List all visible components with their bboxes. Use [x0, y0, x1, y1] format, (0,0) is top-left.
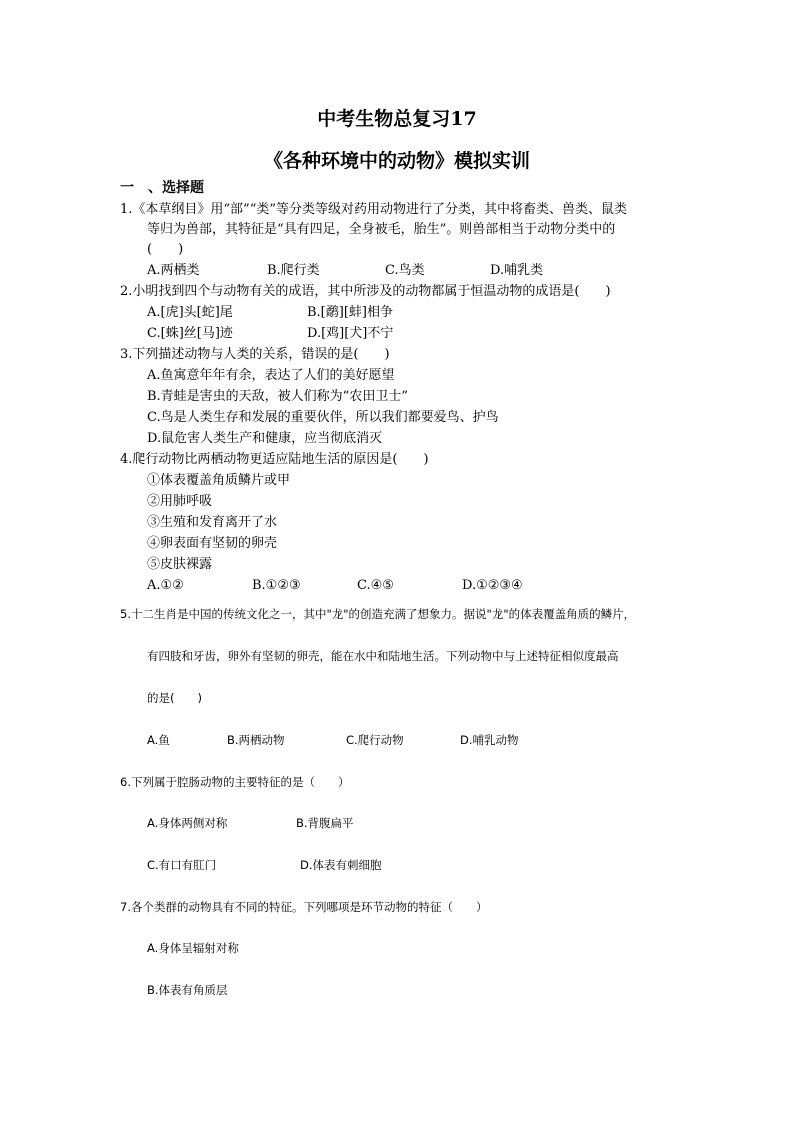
- q7-option-b: B.体表有角质层: [147, 983, 228, 997]
- q1-stem-line1: 1.《本草纲目》用“部”“类”等分类等级对药用动物进行了分类，其中将畜类、兽类、鼠类: [120, 202, 627, 217]
- q5-option-d: D.哺乳动物: [460, 733, 519, 747]
- q6-option-b: B.背腹扁平: [296, 816, 354, 830]
- q2-option-d: D.[鸡][犬]不宁: [307, 326, 394, 341]
- q7-stem: 7.各个类群的动物具有不同的特征。下列哪项是环节动物的特征（ ）: [120, 900, 488, 914]
- q4-stem: 4.爬行动物比两栖动物更适应陆地生活的原因是( ): [120, 452, 429, 467]
- q2-option-a: A.[虎]头[蛇]尾: [147, 305, 233, 320]
- section-heading: 一 、选择题: [120, 180, 204, 196]
- q4-option-a: A.①②: [147, 578, 184, 593]
- q5-stem-line1: 5.十二生肖是中国的传统文化之一，其中"龙"的创造充满了想象力。据说"龙"的体表覆盖角质的鳞片，: [120, 607, 636, 621]
- q5-option-a: A.鱼: [147, 733, 170, 747]
- q6-option-a: A.身体两侧对称: [147, 816, 228, 830]
- q6-stem: 6.下列属于腔肠动物的主要特征的是（ ）: [120, 775, 350, 789]
- q5-option-c: C.爬行动物: [346, 733, 404, 747]
- q4-option-c: C.④⑤: [357, 578, 394, 593]
- q1-option-b: B.爬行类: [267, 263, 320, 278]
- q3-option-d: D.鼠危害人类生产和健康，应当彻底消灭: [147, 431, 383, 446]
- q5-option-b: B.两栖动物: [227, 733, 285, 747]
- q2-option-c: C.[蛛]丝[马]迹: [147, 326, 233, 341]
- page-subtitle: 《各种环境中的动物》模拟实训: [263, 150, 530, 172]
- q4-item-2: ②用肺呼吸: [147, 494, 213, 509]
- q1-stem-line2: 等归为兽部，其特征是“具有四足，全身被毛，胎生”。则兽部相当于动物分类中的: [147, 222, 616, 237]
- q5-stem-line3: 的是( ): [147, 691, 202, 705]
- q1-option-a: A.两栖类: [147, 263, 200, 278]
- q4-option-b: B.①②③: [252, 578, 301, 593]
- q1-option-c: C.鸟类: [385, 263, 425, 278]
- q2-stem: 2.小明找到四个与动物有关的成语，其中所涉及的动物都属于恒温动物的成语是( ): [120, 284, 611, 299]
- q2-option-b: B.[鹬][蚌]相争: [307, 305, 393, 320]
- q1-option-d: D.哺乳类: [490, 263, 544, 278]
- q3-option-c: C.鸟是人类生存和发展的重要伙伴，所以我们都要爱鸟、护鸟: [147, 410, 499, 425]
- q3-option-a: A.鱼寓意年年有余，表达了人们的美好愿望: [147, 368, 395, 383]
- q4-item-3: ③生殖和发育离开了水: [147, 515, 278, 530]
- q4-item-5: ⑤皮肤裸露: [147, 557, 213, 572]
- q6-option-d: D.体表有刺细胞: [300, 858, 382, 872]
- q3-option-b: B.青蛙是害虫的天敌，被人们称为“农田卫士”: [147, 389, 408, 404]
- q3-stem: 3.下列描述动物与人类的关系，错误的是( ): [120, 347, 390, 362]
- page-title: 中考生物总复习17: [317, 108, 477, 130]
- q6-option-c: C.有口有肛门: [147, 858, 217, 872]
- q7-option-a: A.身体呈辐射对称: [147, 941, 239, 955]
- q4-item-1: ①体表覆盖角质鳞片或甲: [147, 473, 291, 488]
- q4-item-4: ④卵表面有坚韧的卵壳: [147, 536, 278, 551]
- q4-option-d: D.①②③④: [462, 578, 523, 593]
- q5-stem-line2: 有四肢和牙齿，卵外有坚韧的卵壳，能在水中和陆地生活。下列动物中与上述特征相似度最高: [147, 649, 619, 663]
- q1-blank: ( ): [147, 242, 184, 257]
